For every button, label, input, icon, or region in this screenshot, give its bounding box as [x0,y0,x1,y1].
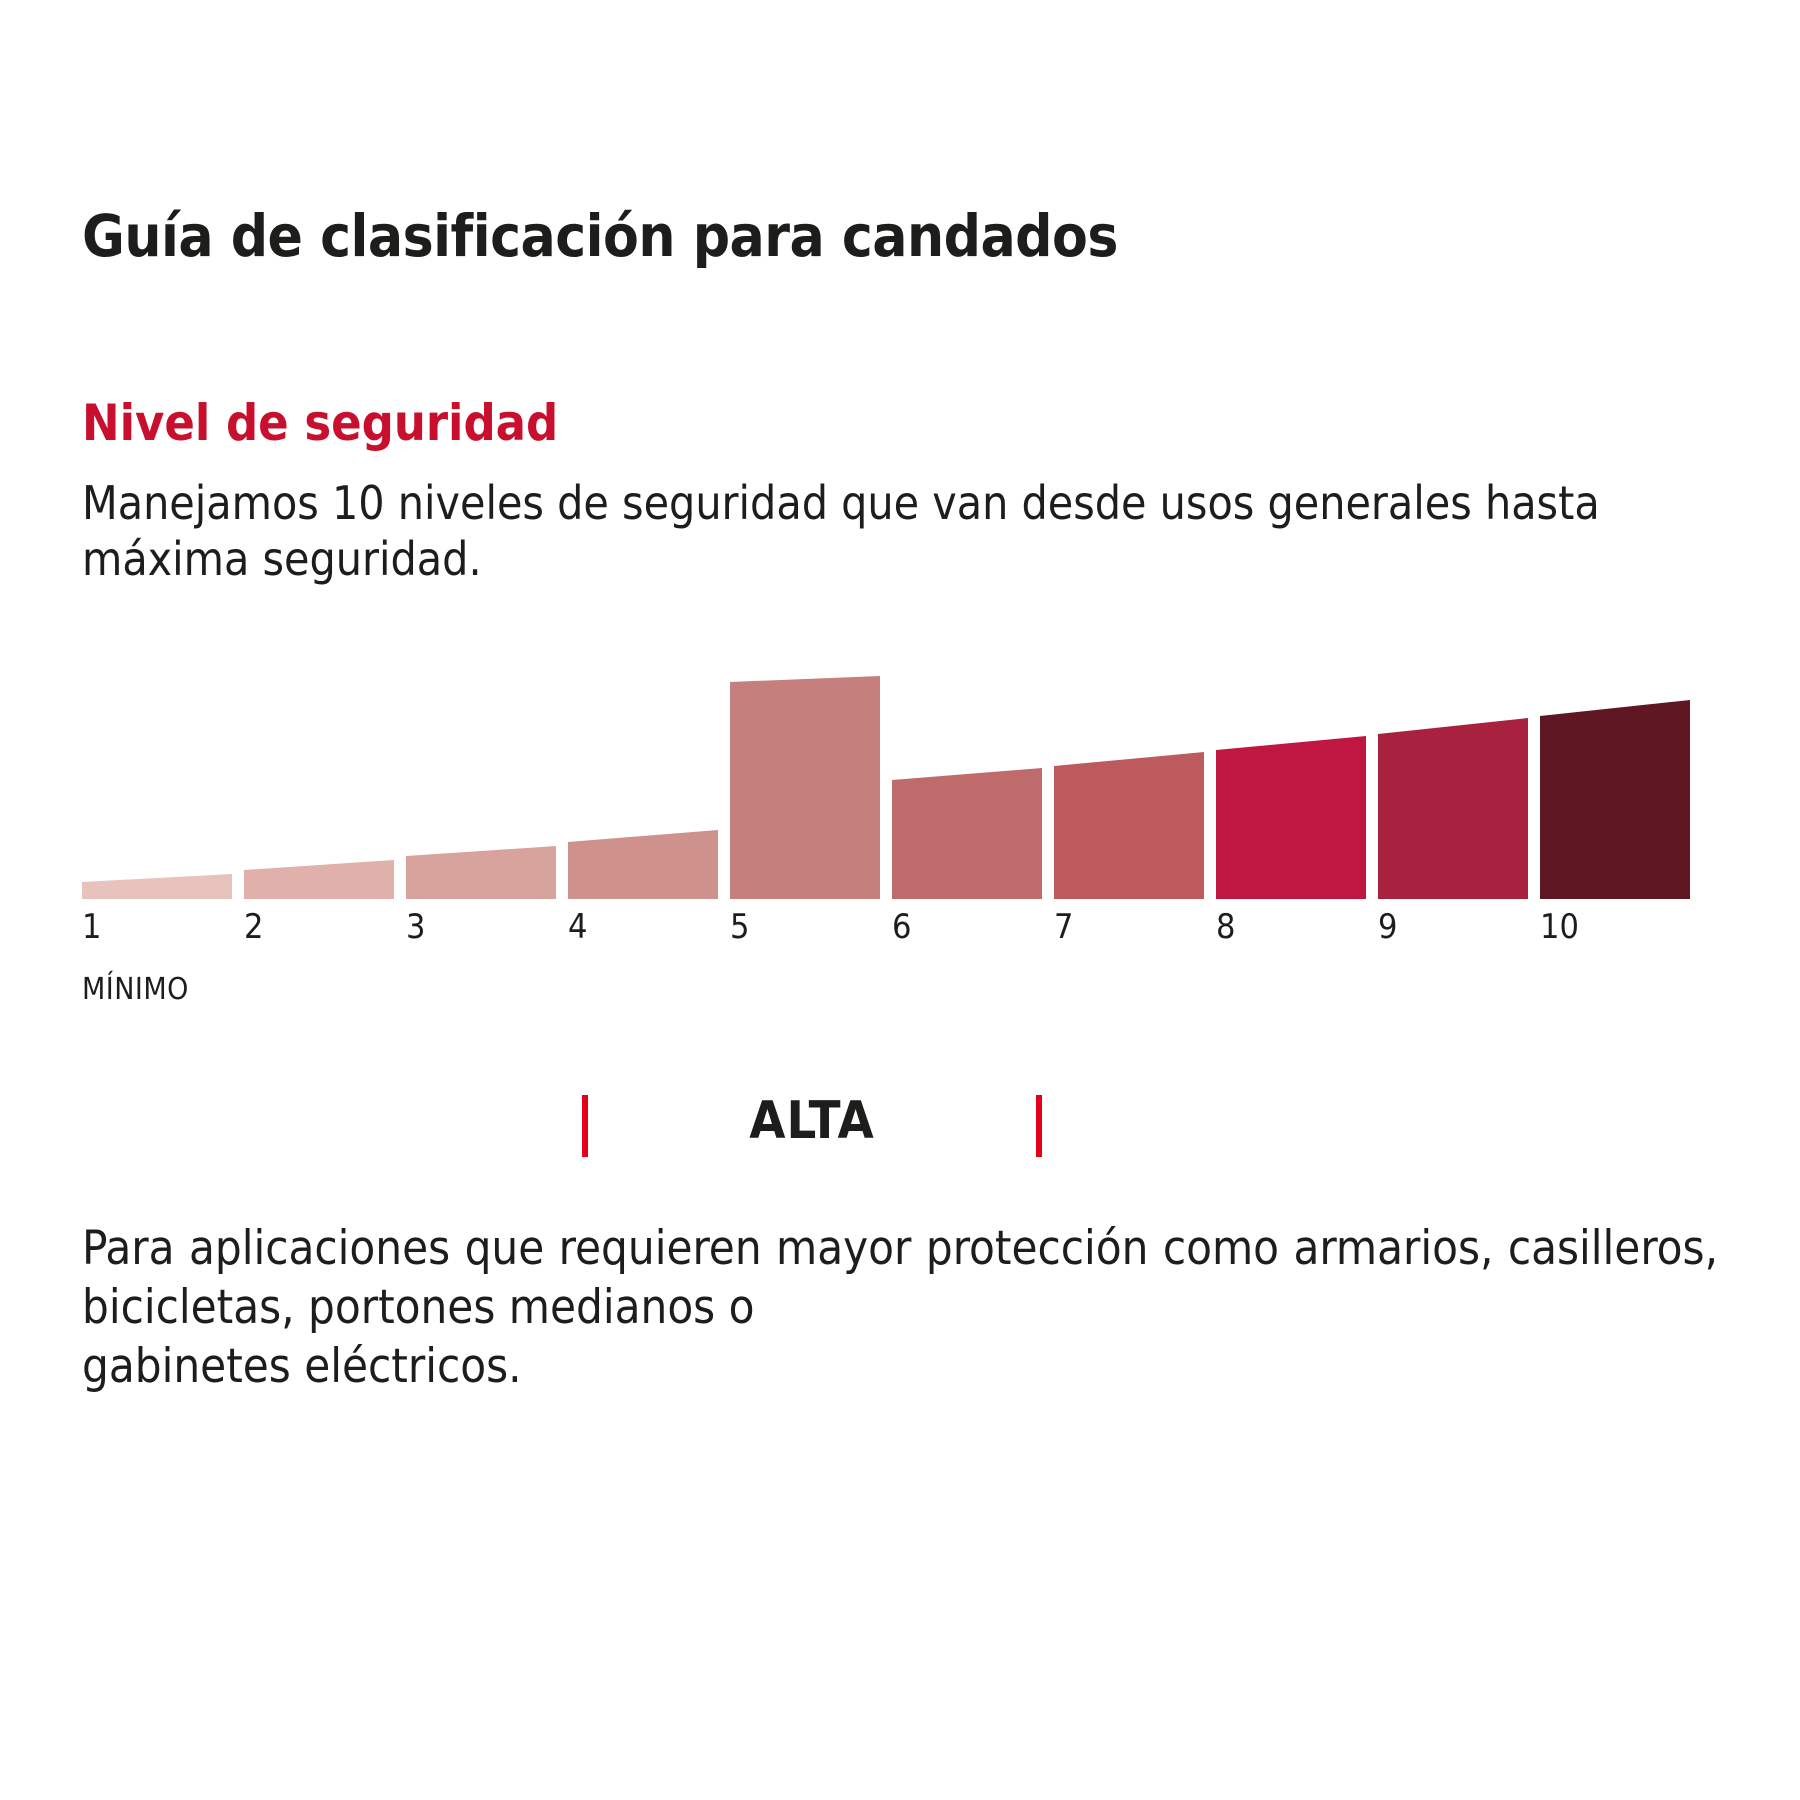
axis-tick-8: 8 [1216,906,1236,947]
band-description-line-2: armarios, casilleros, bicicletas, portones medianos o [82,1220,1718,1335]
chart-axis-labels [82,906,1722,956]
band-description-line-1: Para aplicaciones que requieren mayor protección como [82,1220,1279,1276]
security-level-chart [82,674,1722,904]
band-description-line-3: gabinetes eléctricos. [82,1338,522,1394]
axis-tick-3: 3 [406,906,426,947]
axis-tick-9: 9 [1378,906,1398,947]
bar-8 [1216,736,1366,899]
band-description [82,1177,1718,1397]
axis-tick-5: 5 [730,906,750,947]
axis-tick-1: 1 [82,906,102,947]
bar-5 [730,676,880,899]
security-band-row [82,1081,1722,1177]
section-heading: Nivel de seguridad [82,393,559,452]
bar-1 [82,874,232,899]
bar-4 [568,830,718,899]
bar-10 [1540,700,1690,899]
bar-2 [244,860,394,899]
band-label: ALTA [749,1090,875,1151]
bar-3 [406,846,556,899]
axis-tick-7: 7 [1054,906,1074,947]
bar-9 [1378,718,1528,899]
page-title: Guía de clasificación para candados [82,202,1118,270]
chart-svg [82,674,1722,904]
axis-tick-6: 6 [892,906,912,947]
axis-tick-4: 4 [568,906,588,947]
bar-6 [892,768,1042,899]
bar-7 [1054,752,1204,899]
band-tick-right [1036,1095,1042,1157]
scale-min-label: MÍNIMO [82,971,189,1007]
section-intro: Manejamos 10 niveles de seguridad que van desde usos generales hasta máxima seguridad. [82,476,1600,587]
axis-tick-2: 2 [244,906,264,947]
axis-tick-10: 10 [1540,906,1579,947]
